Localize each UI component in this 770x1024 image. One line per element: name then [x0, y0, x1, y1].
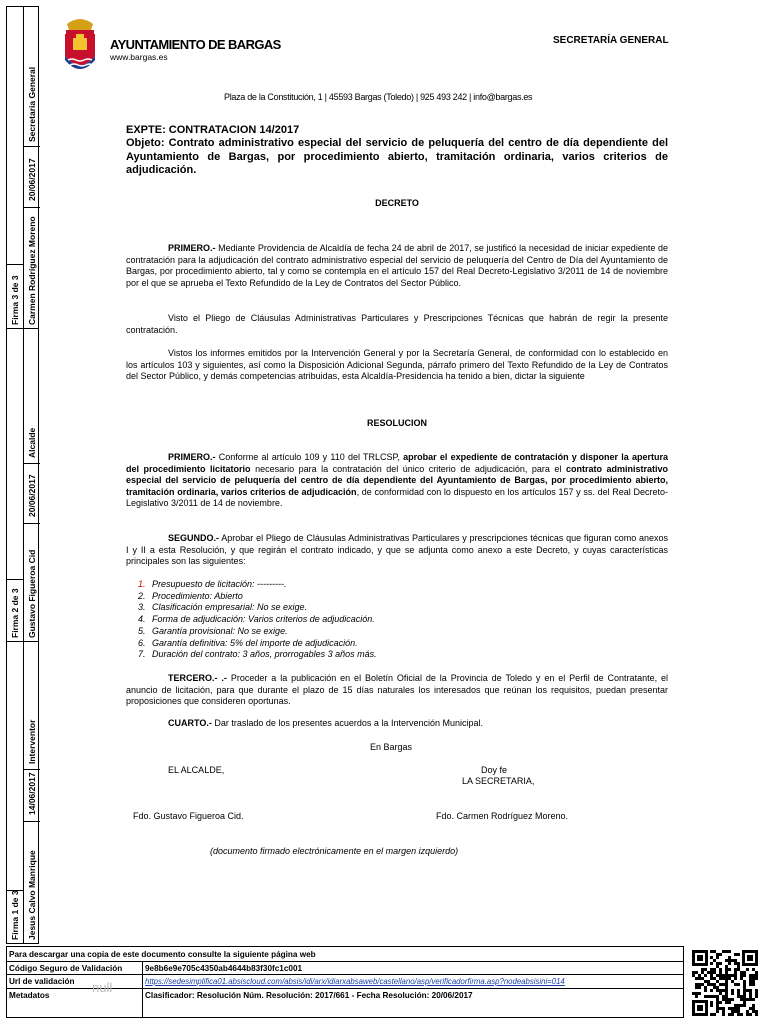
signature-margin [6, 6, 39, 944]
firma3-name: Carmen Rodríguez Moreno [27, 216, 37, 325]
caracteristica-item: 5. Garantía provisional: No se exige. [148, 626, 668, 638]
address-line: Plaza de la Constitución, 1 | 45593 Bargas (Toledo) | 925 493 242 | info@bargas.es [224, 92, 533, 102]
objeto-text: Objeto: Contrato administrativo especial del servicio de peluquería del centro de día dependiente del Ayuntamiento de Bargas, por procedimiento abierto, tramitación ordinaria, varios criterios de adjudicación. [126, 137, 668, 176]
firmado-note: (documento firmado electrónicamente en el margen izquierdo) [210, 846, 459, 856]
firma2-date: 20/06/2017 [27, 474, 37, 517]
null-watermark: null [92, 980, 113, 995]
decreto-visto-pliego: Visto el Pliego de Cláusulas Administrativas Particulares y Prescripciones Técnicas que habrán de regir la presente contratación. [126, 313, 668, 335]
ayuntamiento-name: AYUNTAMIENTO DE BARGAS [110, 37, 281, 52]
firma1-date: 14/06/2017 [27, 772, 37, 815]
decreto-title: DECRETO [375, 198, 419, 208]
firma2-role: Alcalde [27, 427, 37, 458]
caracteristica-item: 2. Procedimiento: Abierto [148, 591, 668, 603]
margin-separator [7, 641, 38, 642]
caracteristicas-ordered-list [126, 579, 668, 661]
crest-logo [62, 16, 98, 78]
firma3-date: 20/06/2017 [27, 158, 37, 201]
metadatos-label: Metadatos [9, 991, 50, 1000]
csv-label: Código Seguro de Validación [9, 964, 123, 973]
decreto-vistos-informes: Vistos los informes emitidos por la Intervención General y por la Secretaría General, de conformidad con lo establecido en los artículos 103 y siguientes, así como la Disposición Adicional Segunda, párrafo primero del Texto Refundido de la Ley de Contratos del Sector Público, y demás competencias atribuidas, esta Alcaldía-Presidencia ha tenido a bien, dictar la siguiente [126, 348, 668, 382]
caracteristica-item: 4. Forma de adjudicación: Varios criterios de adjudicación. [148, 614, 668, 626]
doy-fe: Doy fe [481, 765, 508, 775]
url-label: Url de validación [9, 977, 75, 986]
la-secretaria: LA SECRETARIA, [462, 776, 535, 786]
qr-code[interactable] [690, 948, 760, 1018]
firma1-label: Firma 1 de 3 [10, 890, 20, 940]
website: www.bargas.es [110, 52, 168, 62]
firma2-name: Gustavo Figueroa Cid [27, 549, 37, 638]
decreto-primero: PRIMERO.- Mediante Providencia de Alcaldía de fecha 24 de abril de 2017, se justificó la necesidad de iniciar expediente de contratación para la adjudicación del contrato administrativo especial del servicio de peluquería del Centro de Día del Ayuntamiento de Bargas, por procedimiento abierto, tal y como se contempla en el artículo 157 del Real Decreto-Legislativo 3/2011 de 14 de noviembre por el que se aprueba el Texto Refundido de la Ley de Contratos del Sector Público. [126, 243, 668, 288]
department-name: SECRETARÍA GENERAL [553, 35, 669, 46]
metadatos-value: Clasificador: Resolución Núm. Resolución: 2017/661 - Fecha Resolución: 20/06/2017 [145, 991, 473, 1000]
caracteristica-item: 7. Duración del contrato: 3 años, prorrogables 3 años más. [148, 649, 668, 661]
firma1-role: Interventor [27, 719, 37, 764]
el-alcalde: EL ALCALDE, [168, 765, 225, 775]
fdo-alcalde: Fdo. Gustavo Figueroa Cid. [133, 811, 244, 821]
en-bargas: En Bargas [370, 742, 413, 752]
expediente-number: EXPTE: CONTRATACION 14/2017 [126, 124, 300, 136]
caracteristica-item: 6. Garantía definitiva: 5% del importe de adjudicación. [148, 638, 668, 650]
resolucion-cuarto: CUARTO.- Dar traslado de los presentes acuerdos a la Intervención Municipal. [168, 718, 483, 728]
csv-value: 9e8b6e9e705c4350ab4644b83f30fc1c001 [145, 964, 303, 973]
resolucion-segundo: SEGUNDO.- Aprobar el Pliego de Cláusulas Administrativas Particulares y prescripciones técnicas que figuran como anexos I y II a esta Resolución, y que regirán el contrato indicado, y que se adjunta como anexo a este Decreto, y cuyas características principales son las siguientes: [126, 533, 668, 567]
descargar-text: Para descargar una copia de este documento consulte la siguiente página web [9, 950, 316, 959]
firma3-label: Firma 3 de 3 [10, 275, 20, 325]
firma2-label: Firma 2 de 3 [10, 588, 20, 638]
caracteristica-item: 3. Clasificación empresarial: No se exige. [148, 602, 668, 614]
caracteristicas-list [126, 579, 668, 661]
resolucion-tercero: TERCERO.- .- Proceder a la publicación en el Boletín Oficial de la Provincia de Toledo y en el Perfil de Contratante, el anuncio de licitación, para que durante el plazo de 15 días naturales los interesados que reúnan los requisitos, puedan presentar proposiciones que consideren oportunas. [126, 673, 669, 707]
margin-divider [23, 7, 24, 943]
firma1-name: Jesus Calvo Manrique [27, 850, 37, 940]
margin-separator [7, 328, 38, 329]
resolucion-primero: PRIMERO.- Conforme al artículo 109 y 110 del TRLCSP, aprobar el expediente de contratación y disponer la apertura del procedimiento licitatorio necesario para la contratación del único criterio de adjudicación, para el contrato administrativo especial del servicio de peluquería del centro de día dependiente del Ayuntamiento de Bargas, por procedimiento abierto, tramitación ordinaria, varios criterios de adjudicación, de conformidad con lo dispuesto en los artículos 157 y ss. del Real Decreto-Legislativo 3/2011 de 14 de noviembre. [126, 452, 669, 509]
firma3-role: Secretaria General [27, 66, 37, 142]
caracteristica-item: 1. Presupuesto de licitación: ---------. [148, 579, 668, 591]
fdo-secretaria: Fdo. Carmen Rodríguez Moreno. [436, 811, 569, 821]
resolucion-title: RESOLUCION [366, 418, 427, 428]
validation-url[interactable]: https://sedesimplifica01.absiscloud.com/absis/idi/arx/idiarxabsaweb/castellano/asp/verificadorfirma.asp?nodeabsisini=014 [145, 977, 565, 986]
